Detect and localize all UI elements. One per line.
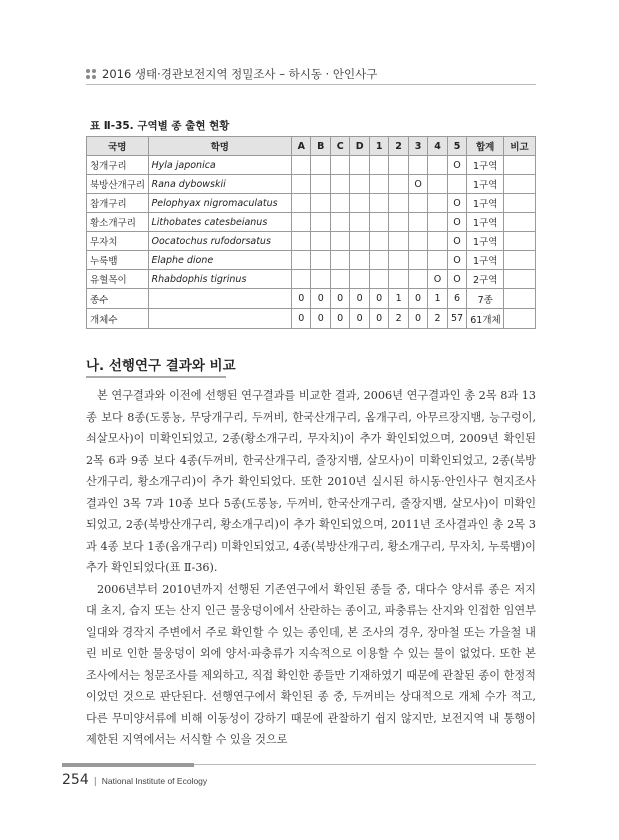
table-cell <box>408 251 427 270</box>
page-footer <box>62 772 207 788</box>
table-cell <box>292 194 311 213</box>
table-cell: 황소개구리 <box>87 213 149 232</box>
table-cell <box>350 156 369 175</box>
table-total-row <box>87 309 536 329</box>
table-row <box>87 175 536 194</box>
table-cell <box>504 270 536 289</box>
table-cell: 1 <box>428 289 447 309</box>
table-cell: 0 <box>311 289 330 309</box>
table-cell: 1구역 <box>467 213 504 232</box>
table-cell: 북방산개구리 <box>87 175 149 194</box>
table-cell <box>504 232 536 251</box>
table-cell <box>428 251 447 270</box>
table-caption: 표 Ⅱ-35. 구역별 종 출현 현황 <box>90 120 230 132</box>
table-total-row <box>87 289 536 309</box>
bullet-dots-icon <box>86 69 96 79</box>
table-cell <box>428 156 447 175</box>
table-row <box>87 251 536 270</box>
table-cell: 1구역 <box>467 175 504 194</box>
table-cell <box>369 156 388 175</box>
table-cell <box>389 156 408 175</box>
table-cell <box>504 251 536 270</box>
table-cell <box>292 175 311 194</box>
table-cell <box>369 175 388 194</box>
table-cell <box>369 270 388 289</box>
paragraph: 본 연구결과와 이전에 선행된 연구결과를 비교한 결과, 2006년 연구결과인 총 2목 8과 13종 보다 8종(도롱뇽, 무당개구리, 두꺼비, 한국산개구리, 옴개구리, 아무르장지뱀, 능구렁이, 쇠살모사)이 미확인되었고, 2종(황소개구리, 무자치)이 추가 확인되었으며, 2009년 확인된 2목 6과 9종 보다 4종(두꺼비, 한국산개구리, 줄장지뱀, 살모사)이 미확인되었고, 2종(북방산개구리, 황소개구리)이 추가 확인되었다. 또한 2010년 실시된 하시동·안인사구 현지조사 결과인 3목 7과 10종 보다 5종(도롱뇽, 두꺼비, 한국산개구리, 줄장지뱀, 살모사)이 미확인되었고, 2종(북방산개구리, 황소개구리)이 추가 확인되었으며, 2011년 조사결과인 총 2목 3과 4종 보다 1종(옴개구리) 미확인되었고, 4종(북방산개구리, 황소개구리, 무자치, 누룩뱀)이 추가 확인되었다(표 Ⅱ-36). <box>86 389 536 574</box>
section-title-text: 나. 선행연구 결과와 비교 <box>86 358 236 374</box>
table-cell <box>330 251 349 270</box>
table-cell <box>330 194 349 213</box>
table-cell: Elaphe dione <box>148 251 292 270</box>
table-cell: Hyla japonica <box>148 156 292 175</box>
table-cell <box>148 289 292 309</box>
col-header: B <box>311 137 330 156</box>
table-cell <box>369 213 388 232</box>
table-cell <box>428 213 447 232</box>
table-cell: O <box>408 175 427 194</box>
table-cell <box>408 213 427 232</box>
table-cell: 1구역 <box>467 232 504 251</box>
header-divider <box>86 84 536 85</box>
table-cell <box>389 251 408 270</box>
table-cell: O <box>447 213 466 232</box>
table-row <box>87 232 536 251</box>
table-cell <box>148 309 292 329</box>
col-header: 2 <box>389 137 408 156</box>
col-header: 1 <box>369 137 388 156</box>
col-header: A <box>292 137 311 156</box>
table-cell <box>292 213 311 232</box>
table-cell: 누룩뱀 <box>87 251 149 270</box>
table-cell <box>311 175 330 194</box>
table-cell <box>292 251 311 270</box>
table-row <box>87 270 536 289</box>
table-cell: O <box>447 251 466 270</box>
table-cell: 0 <box>330 309 349 329</box>
table-cell: 1구역 <box>467 156 504 175</box>
table-cell <box>504 175 536 194</box>
table-cell <box>292 156 311 175</box>
section-underline <box>86 376 226 378</box>
table-cell: 57 <box>447 309 466 329</box>
table-cell: 61개체 <box>467 309 504 329</box>
col-header: 비고 <box>504 137 536 156</box>
table-cell <box>292 270 311 289</box>
section-title <box>86 354 236 374</box>
table-cell: O <box>447 232 466 251</box>
table-cell: 1 <box>389 289 408 309</box>
table-cell: 6 <box>447 289 466 309</box>
table-cell <box>389 213 408 232</box>
footer-institute: National Institute of Ecology <box>101 776 208 786</box>
table-cell <box>389 232 408 251</box>
body-text <box>86 385 536 751</box>
table-cell: 0 <box>350 289 369 309</box>
table-cell <box>311 251 330 270</box>
table-row <box>87 194 536 213</box>
table-cell: Lithobates catesbeianus <box>148 213 292 232</box>
col-header: 3 <box>408 137 427 156</box>
paragraph: 2006년부터 2010년까지 선행된 기존연구에서 확인된 종들 중, 대다수 양서류 종은 저지대 초지, 습지 또는 산지 인근 물웅덩이에서 산란하는 종이고, 파충류는 산지와 인접한 임연부 일대와 경작지 주변에서 주로 확인할 수 있는 종인데, 본 조사의 경우, 장마철 또는 가을철 내린 비로 인한 물웅덩이 외에 양서·파충류가 지속적으로 이용할 수 있는 물이 없었다. 또한 본 조사에서는 청문조사를 제외하고, 직접 확인한 종들만 기재하였기 때문에 관찰된 종이 한정적이었던 것으로 판단된다. 선행연구에서 확인된 종 중, 두꺼비는 상대적으로 개체 수가 적고, 다른 무미양서류에 비해 이동성이 강하기 때문에 관찰하기 쉽지 않지만, 보전지역 내 통행이 제한된 지역에서는 서식할 수 있을 것으로 <box>86 582 536 746</box>
table-cell: 종수 <box>87 289 149 309</box>
table-cell: 0 <box>350 309 369 329</box>
table-cell <box>311 270 330 289</box>
table-cell: Pelophyax nigromaculatus <box>148 194 292 213</box>
table-cell <box>504 289 536 309</box>
table-header-row <box>87 137 536 156</box>
col-header: 5 <box>447 137 466 156</box>
table-cell <box>369 194 388 213</box>
table-cell <box>330 175 349 194</box>
table-cell: 2 <box>428 309 447 329</box>
table-cell: O <box>447 156 466 175</box>
table-cell: Oocatochus rufodorsatus <box>148 232 292 251</box>
table-cell: 1구역 <box>467 194 504 213</box>
page-number: 254 <box>62 772 89 788</box>
table-cell <box>447 175 466 194</box>
footer-separator: | <box>93 777 97 787</box>
table-cell <box>428 232 447 251</box>
table-cell <box>311 232 330 251</box>
table-cell <box>330 270 349 289</box>
species-occurrence-table <box>86 136 536 329</box>
table-cell <box>350 213 369 232</box>
table-cell <box>311 156 330 175</box>
table-cell <box>389 175 408 194</box>
table-cell <box>389 270 408 289</box>
running-header <box>86 66 377 82</box>
table-cell <box>350 232 369 251</box>
table-cell: 2구역 <box>467 270 504 289</box>
table-cell <box>292 232 311 251</box>
table-cell <box>504 156 536 175</box>
table-cell: 0 <box>369 309 388 329</box>
table-cell: O <box>428 270 447 289</box>
table-cell: 0 <box>292 289 311 309</box>
table-cell <box>504 213 536 232</box>
table-cell <box>311 194 330 213</box>
table-cell: 0 <box>408 309 427 329</box>
col-header: 합계 <box>467 137 504 156</box>
footer-accent-bar <box>62 763 194 767</box>
col-header: 학명 <box>148 137 292 156</box>
col-header: 국명 <box>87 137 149 156</box>
table-cell <box>350 270 369 289</box>
table-cell: 0 <box>330 289 349 309</box>
table-cell: 2 <box>389 309 408 329</box>
header-title: 2016 생태·경관보전지역 정밀조사 – 하시동 · 안인사구 <box>102 67 378 81</box>
table-cell: 청개구리 <box>87 156 149 175</box>
table-cell: O <box>447 270 466 289</box>
table-row <box>87 156 536 175</box>
table-cell: 참개구리 <box>87 194 149 213</box>
table-cell: 유혈목이 <box>87 270 149 289</box>
table-cell <box>408 156 427 175</box>
table-cell <box>350 175 369 194</box>
table-row <box>87 213 536 232</box>
col-header: D <box>350 137 369 156</box>
table-cell <box>408 270 427 289</box>
table-cell <box>311 213 330 232</box>
table-cell: 0 <box>311 309 330 329</box>
table-cell: 0 <box>369 289 388 309</box>
table-cell: 7종 <box>467 289 504 309</box>
table-cell: Rana dybowskii <box>148 175 292 194</box>
table-cell: 무자치 <box>87 232 149 251</box>
col-header: C <box>330 137 349 156</box>
table-cell <box>428 194 447 213</box>
table-cell <box>330 156 349 175</box>
table-cell: O <box>447 194 466 213</box>
table-cell <box>350 251 369 270</box>
col-header: 4 <box>428 137 447 156</box>
table-cell: 0 <box>292 309 311 329</box>
table-cell <box>408 232 427 251</box>
table-cell <box>428 175 447 194</box>
table-cell: Rhabdophis tigrinus <box>148 270 292 289</box>
table-cell <box>504 309 536 329</box>
table-cell: 1구역 <box>467 251 504 270</box>
table-cell <box>330 213 349 232</box>
table-cell: 0 <box>408 289 427 309</box>
table-cell: 개체수 <box>87 309 149 329</box>
table-cell <box>504 194 536 213</box>
table-cell <box>408 194 427 213</box>
table-cell <box>389 194 408 213</box>
table-cell <box>369 232 388 251</box>
table-cell <box>330 232 349 251</box>
table-cell <box>350 194 369 213</box>
table-cell <box>369 251 388 270</box>
